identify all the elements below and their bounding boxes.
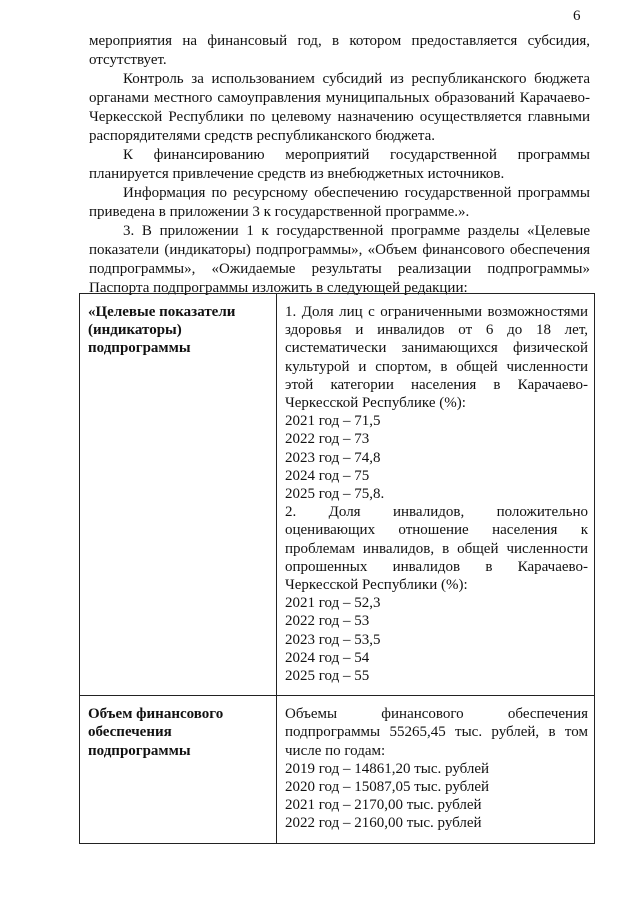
indicator-1-value: 2022 год – 73 — [285, 431, 370, 448]
financing-year-value: 2020 год – 15087,05 тыс. рублей — [285, 779, 490, 796]
indicator-1-value: 2021 год – 71,5 — [285, 413, 381, 430]
paragraph-amendment: 3. В приложении 1 к государственной программе разделы «Целевые показатели (индикаторы) подпрограммы», «Объем финансового обеспечения подпрограммы», «Ожидаемые результаты реализации подпрограммы» Паспорта подпрограммы изложить в следующей редакции: — [89, 223, 590, 296]
table-row-label-cell — [80, 294, 277, 696]
indicator-1-text: 1. Доля лиц с ограниченными возможностями здоровья и инвалидов от 6 до 18 лет, систематически занимающихся физической культурой и спортом, в общей численности этой категории населения в Карачаево-Черкесской Республике (%): — [285, 304, 588, 412]
indicator-2-value: 2023 год – 53,5 — [285, 631, 381, 648]
paragraph-continuation: мероприятия на финансовый год, в котором предоставляется субсидия, отсутствует. — [89, 33, 590, 68]
table-row-content-cell — [277, 294, 595, 696]
indicator-1-value: 2025 год – 75,8. — [285, 486, 385, 503]
indicator-2-value: 2024 год – 54 — [285, 649, 370, 666]
indicator-2-value: 2025 год – 55 — [285, 668, 370, 685]
paragraph-financing: К финансированию мероприятий государственной программы планируется привлечение средств из внебюджетных источников. — [89, 147, 590, 182]
table-row — [80, 294, 595, 696]
financing-year-value: 2021 год – 2170,00 тыс. рублей — [285, 797, 482, 814]
financing-volume-label: Объем финансового обеспечения подпрограммы — [88, 706, 224, 759]
paragraph-subsidy-control: Контроль за использованием субсидий из республиканского бюджета органами местного самоуправления муниципальных образований Карачаево-Черкесской Республики по целевому назначению осуществляется главными распорядителями средств республиканского бюджета. — [89, 71, 590, 144]
indicator-2-value: 2022 год – 53 — [285, 613, 370, 630]
page-number: 6 — [573, 8, 581, 24]
indicator-2-value: 2021 год – 52,3 — [285, 595, 381, 612]
table-row-label-cell — [80, 696, 277, 843]
indicator-1-value: 2023 год – 74,8 — [285, 449, 381, 466]
financing-intro-text: Объемы финансового обеспечения подпрограммы 55265,45 тыс. рублей, в том числе по годам: — [285, 706, 588, 759]
target-indicators-label: «Целевые показатели (индикаторы) подпрограммы — [88, 304, 236, 357]
indicator-2-text: 2. Доля инвалидов, положительно оценивающих отношение населения к проблемам инвалидов, в общей численности опрошенных инвалидов в Карачаево-Черкесской Республики (%): — [285, 504, 588, 594]
paragraph-resource-info: Информация по ресурсному обеспечению государственной программы приведена в приложении 3 к государственной программе.». — [89, 185, 590, 220]
intro-text — [89, 32, 590, 298]
financing-year-value: 2022 год – 2160,00 тыс. рублей — [285, 815, 482, 832]
passport-table — [79, 293, 595, 844]
table-row — [80, 696, 595, 843]
table-row-content-cell — [277, 696, 595, 843]
financing-year-value: 2019 год – 14861,20 тыс. рублей — [285, 760, 490, 777]
indicator-1-value: 2024 год – 75 — [285, 467, 370, 484]
